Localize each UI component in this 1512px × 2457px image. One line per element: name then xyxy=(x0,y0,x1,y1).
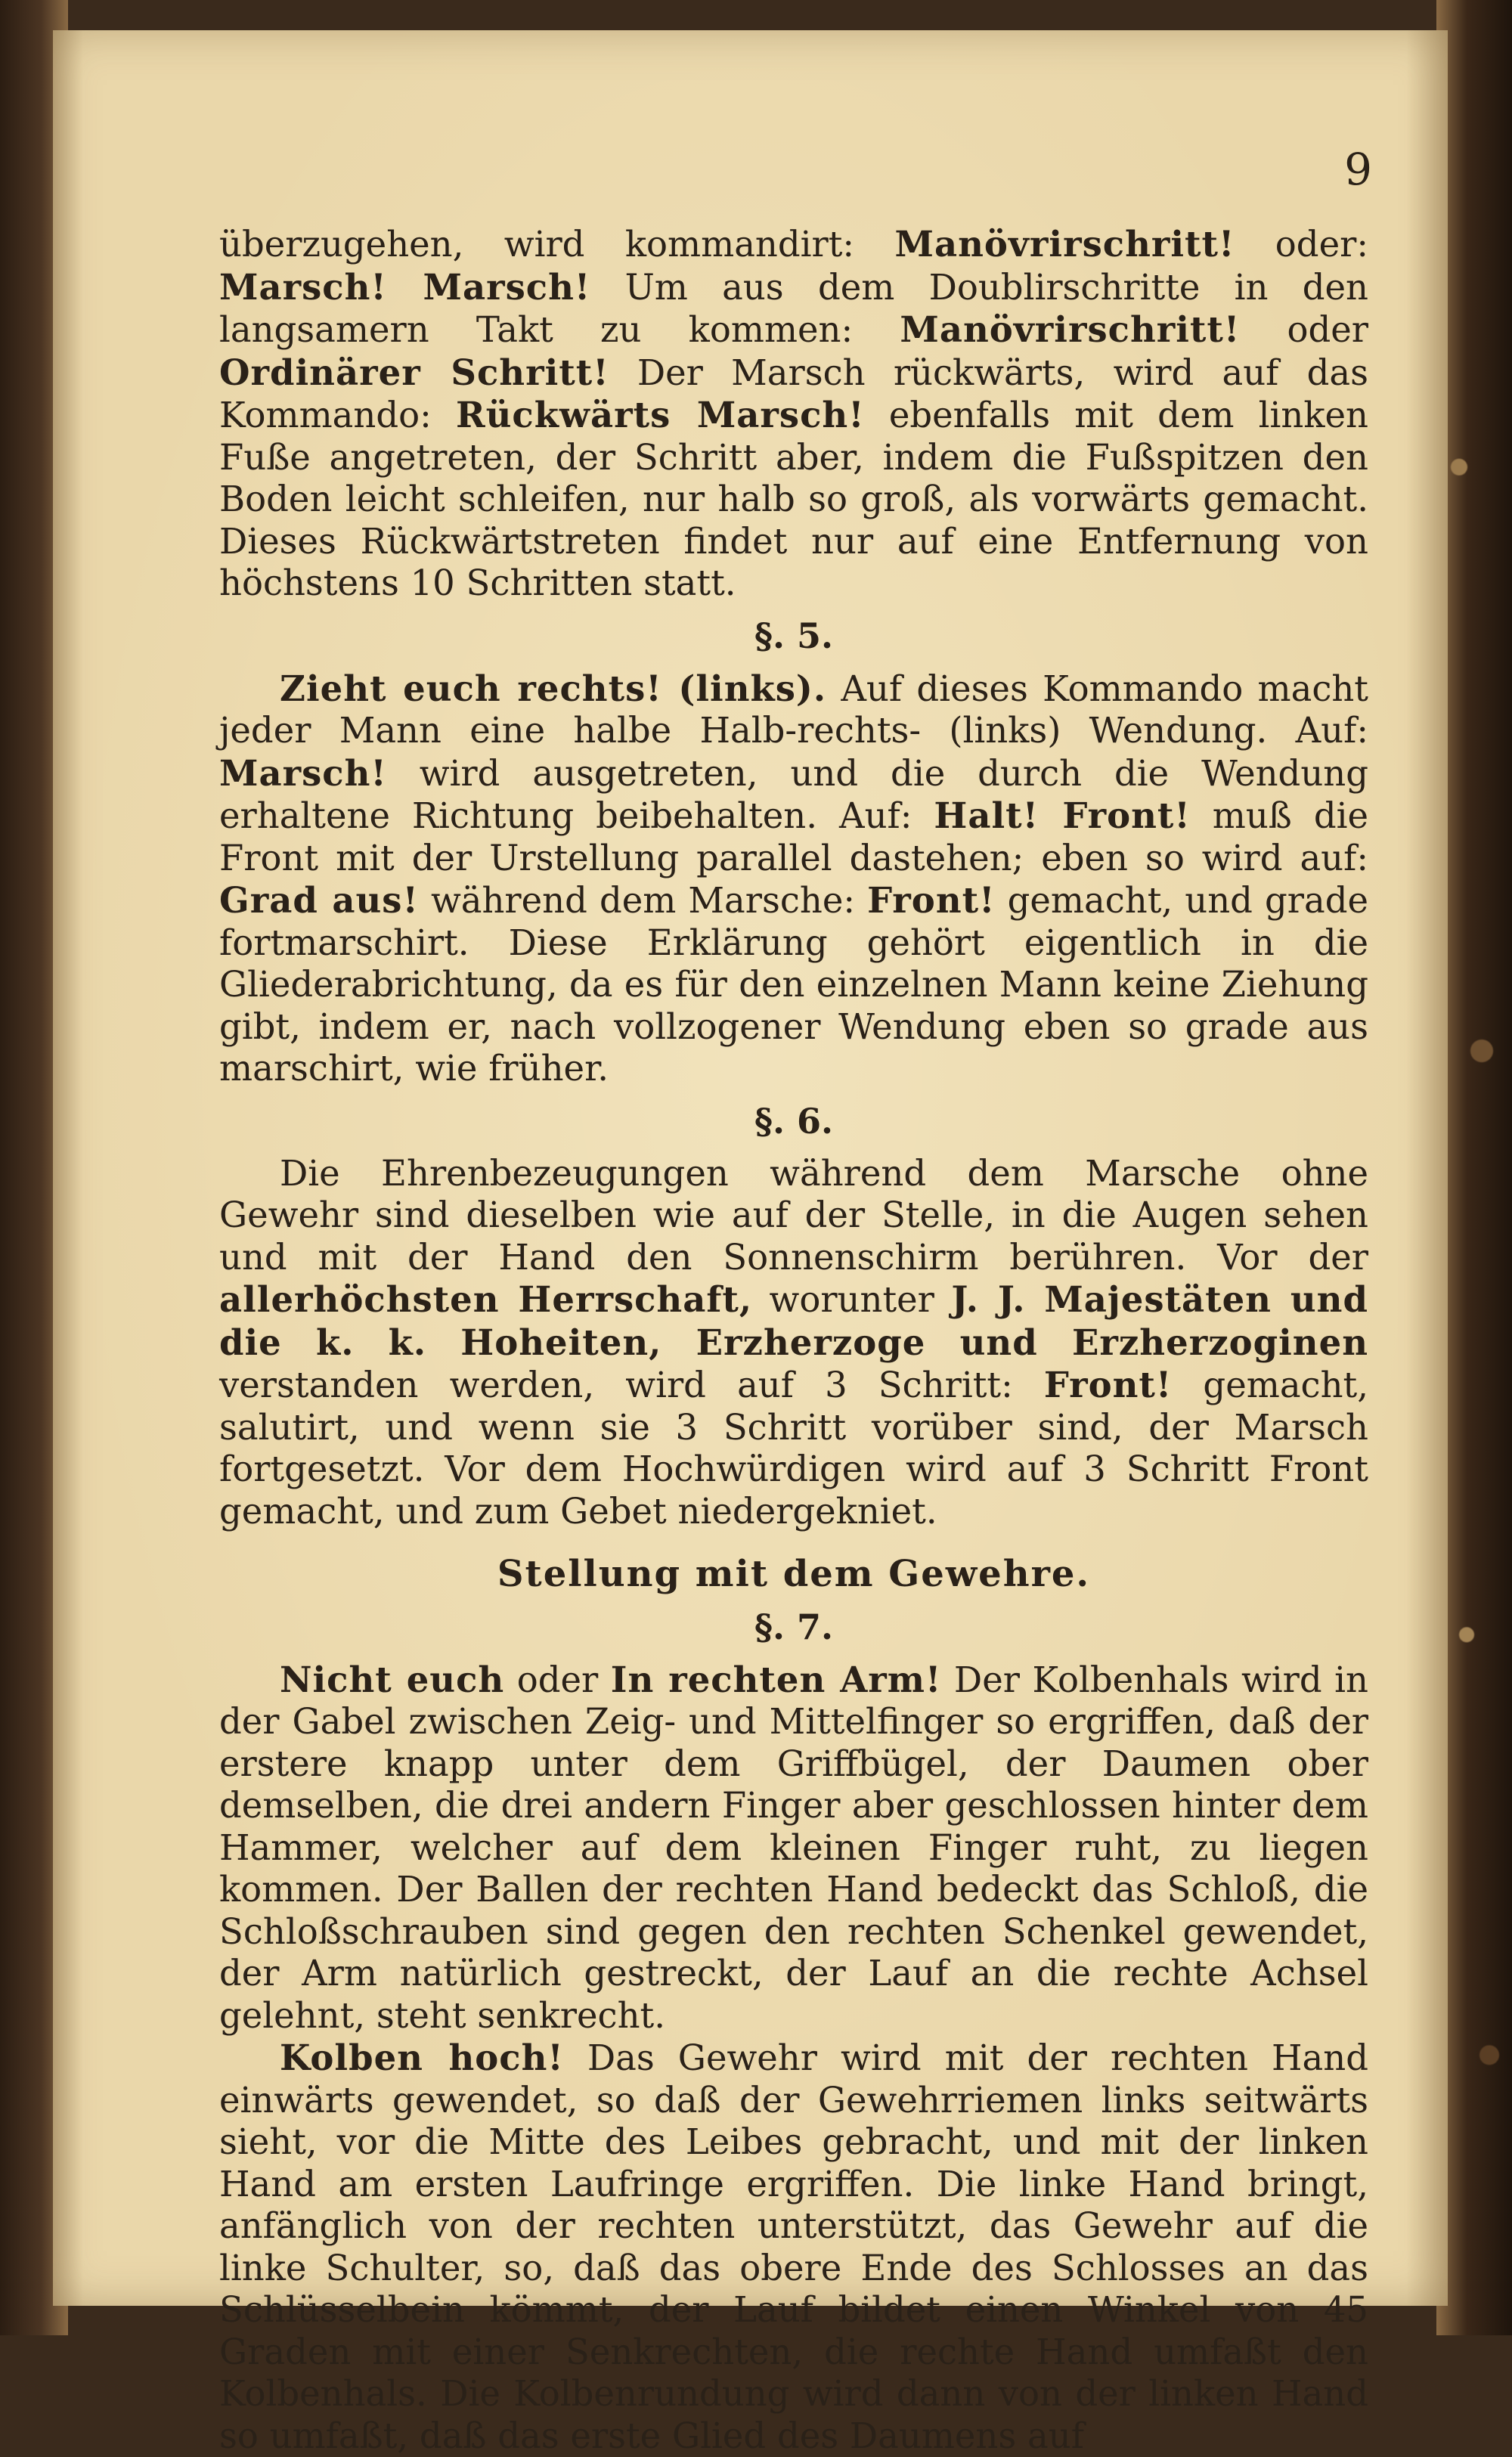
command: Manövrirschritt! xyxy=(900,308,1241,350)
command: Rückwärts Marsch! xyxy=(455,394,865,435)
paragraph-3 xyxy=(219,1153,1368,1533)
paragraph-5 xyxy=(219,2037,1368,2457)
command: Zieht euch rechts! (links). xyxy=(280,667,827,709)
page-number: 9 xyxy=(1344,144,1372,195)
book-page xyxy=(53,30,1448,2456)
command: Manövrirschritt! xyxy=(894,223,1235,265)
text: oder xyxy=(504,1659,611,1700)
command: Nicht euch xyxy=(280,1658,505,1700)
emphasis: allerhöchsten Herrschaft, xyxy=(219,1278,753,1320)
emphasis: J. J. Majestäten und die k. k. Hoheiten, Erzherzoge und Erzherzoginen xyxy=(219,1278,1369,1363)
text: Der Kolbenhals wird in der Gabel zwischen Zeig- und Mittelfinger so ergriffen, daß der erstere knapp unter dem Griffbügel, der Daumen ober demselben, die drei andern Finger aber geschlossen hinter dem Hammer, welcher auf dem kleinen Finger ruht, zu liegen kommen. Der Ballen der rechten Hand bedeckt das Schloß, die Schloßschrauben sind gegen den rechten Schenkel gewendet, der Arm natürlich gestreckt, der Lauf an die rechte Achsel gelehnt, steht senkrecht. xyxy=(219,1659,1368,2036)
command: Front! xyxy=(1043,1364,1173,1405)
chapter-heading: Stellung mit dem Gewehre. xyxy=(497,1553,1091,1595)
text: ebenfalls mit dem linken Fuße angetreten, der Schritt aber, indem die Fußspitzen den Boden leicht schleifen, nur halb so groß, als vorwärts gemacht. Dieses Rückwärtstreten findet nur auf eine Entfernung von höchstens 10 Schritten statt. xyxy=(219,395,1368,603)
command: Ordinärer Schritt! xyxy=(219,351,609,393)
text: Das Gewehr wird mit der rechten Hand einwärts gewendet, so daß der Gewehrriemen links seitwärts sieht, vor die Mitte des Leibes gebracht, und mit der linken Hand am ersten Laufringe ergriffen. Die linke Hand bringt, anfänglich von der rechten unterstützt, das Gewehr auf die linke Schulter, so, daß das obere Ende des Schlosses an das Schlüsselbein kömmt, der Lauf bildet einen Winkel von 45 Graden mit einer Senkrechten, die rechte Hand umfaßt den Kolbenhals. Die Kolbenrundung wird dann von der linken Hand so umfaßt, daß das erste Glied des Daumens auf xyxy=(219,2037,1368,2456)
command: Kolben hoch! xyxy=(280,2037,564,2078)
command: Marsch! Marsch! xyxy=(219,265,591,308)
text: Der Marsch rückwärts, wird auf das Kommando: xyxy=(219,352,1368,435)
text: Auf dieses Kommando macht jeder Mann eine halbe Halb-rechts- (links) Wendung. Auf: xyxy=(219,668,1368,751)
paragraph-4 xyxy=(219,1659,1368,2037)
text: gemacht, und grade fortmarschirt. Diese Erklärung gehört eigentlich in die Gliederabrichtung, da es für den einzelnen Mann keine Ziehung gibt, indem er, nach vollzogener Wendung eben so grade aus marschirt, wie früher. xyxy=(219,880,1368,1089)
command: Halt! Front! xyxy=(934,795,1191,836)
command: Front! xyxy=(867,879,996,921)
text: gemacht, salutirt, und wenn sie 3 Schritt vorüber sind, der Marsch fortgesetzt. Vor dem Hochwürdigen wird auf 3 Schritt Front gemacht, und zum Gebet niedergekniet. xyxy=(219,1365,1368,1532)
text: oder xyxy=(1240,309,1368,350)
text: worunter xyxy=(752,1279,952,1320)
command: Marsch! xyxy=(219,751,387,794)
text: muß die Front mit der Urstellung parallel dastehen; eben so wird auf: xyxy=(219,795,1368,878)
book-binding-right xyxy=(1436,0,1512,2335)
text: oder: xyxy=(1235,224,1368,265)
section-5-heading: §. 5. xyxy=(754,615,834,656)
section-6-heading: §. 6. xyxy=(754,1100,834,1142)
text: Um aus dem Doublirschritte in den langsamern Takt zu kommen: xyxy=(219,266,1368,350)
text: verstanden werden, wird auf 3 Schritt: xyxy=(219,1365,1044,1405)
text: Die Ehrenbezeugungen während dem Marsche ohne Gewehr sind dieselben wie auf der Stelle, in die Augen sehen und mit der Hand den Sonnenschirm berühren. Vor der xyxy=(219,1152,1368,1278)
command: In rechten Arm! xyxy=(610,1658,942,1700)
section-7-heading: §. 7. xyxy=(754,1606,834,1647)
text: überzugehen, wird kommandirt: xyxy=(219,224,895,265)
paragraph-2 xyxy=(219,668,1368,1090)
body-text xyxy=(219,223,1368,2457)
text: während dem Marsche: xyxy=(418,880,868,921)
text: wird ausgetreten, und die durch die Wendung erhaltene Richtung beibehalten. Auf: xyxy=(219,752,1368,836)
paragraph-1 xyxy=(219,223,1368,605)
command: Grad aus! xyxy=(219,879,419,921)
